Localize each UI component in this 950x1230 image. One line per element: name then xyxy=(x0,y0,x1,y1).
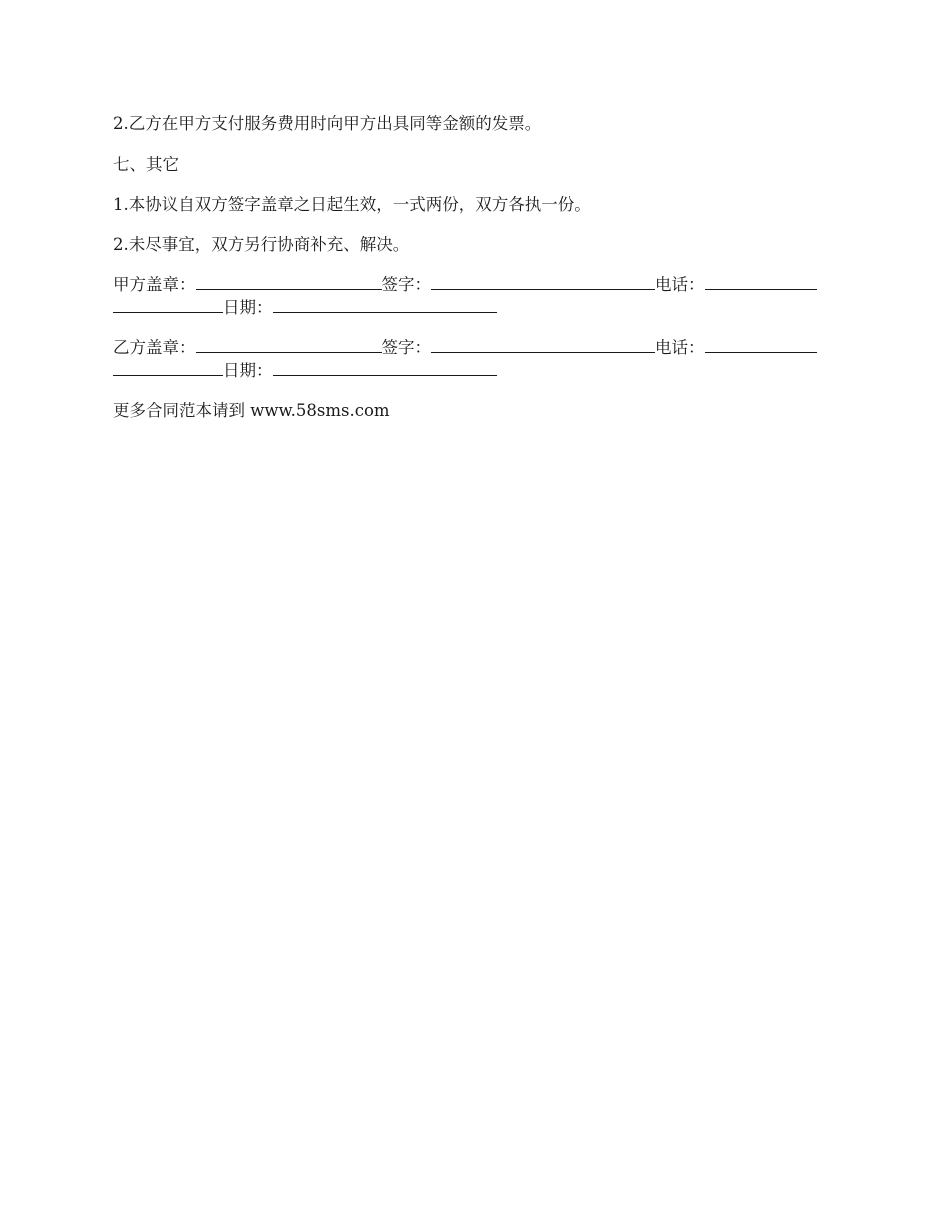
party-a-sign-blank xyxy=(431,275,655,290)
party-b-seal-blank xyxy=(196,338,382,353)
party-a-seal-blank xyxy=(196,275,382,290)
party-b-sign-blank xyxy=(431,338,655,353)
party-a-line-1 xyxy=(113,273,843,296)
party-a-date-label: 日期： xyxy=(223,298,273,317)
party-b-date-blank xyxy=(273,361,497,376)
party-b-date-label: 日期： xyxy=(223,361,273,380)
party-b-signature-block xyxy=(113,336,843,382)
party-b-phone-blank xyxy=(705,338,817,353)
document-page xyxy=(113,112,843,439)
party-b-seal-label: 乙方盖章： xyxy=(113,338,196,357)
party-b-sign-label: 签字： xyxy=(381,338,431,357)
clause-unresolved: 2.未尽事宜，双方另行协商补充、解决。 xyxy=(113,235,410,254)
party-b-phone-label: 电话： xyxy=(655,338,705,357)
party-a-phone-label: 电话： xyxy=(655,275,705,294)
party-b-line-2 xyxy=(113,359,843,382)
party-a-signature-block xyxy=(113,273,843,319)
party-b-line-1 xyxy=(113,336,843,359)
party-a-line-2 xyxy=(113,296,843,319)
clause-effective: 1.本协议自双方签字盖章之日起生效，一式两份，双方各执一份。 xyxy=(113,195,591,214)
party-a-phone-blank xyxy=(705,275,817,290)
party-a-seal-label: 甲方盖章： xyxy=(113,275,196,294)
party-b-phone-blank-continued xyxy=(113,361,223,376)
footer-more-templates: 更多合同范本请到 www.58sms.com xyxy=(113,401,390,420)
clause-invoice: 2.乙方在甲方支付服务费用时向甲方出具同等金额的发票。 xyxy=(113,114,542,133)
section-heading-other: 七、其它 xyxy=(113,155,179,174)
party-a-date-blank xyxy=(273,298,497,313)
party-a-sign-label: 签字： xyxy=(381,275,431,294)
party-a-phone-blank-continued xyxy=(113,298,223,313)
